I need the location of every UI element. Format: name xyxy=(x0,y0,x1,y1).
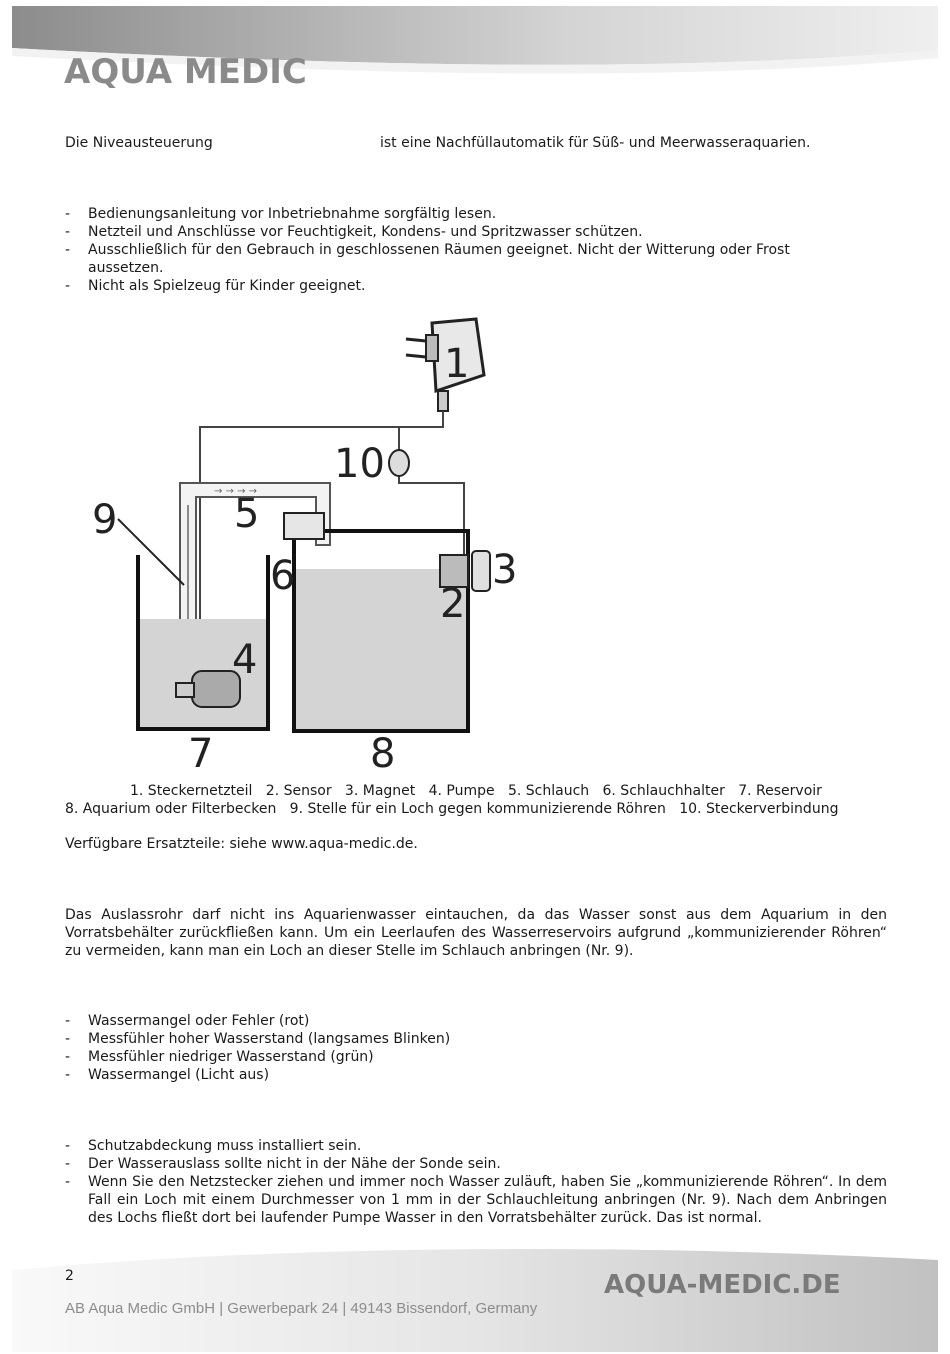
diagram-label-7: 7 xyxy=(188,731,214,775)
list-item: - Wassermangel (Licht aus) xyxy=(65,1066,845,1084)
diagram-label-3: 3 xyxy=(492,547,518,593)
list-item: - Wenn Sie den Netzstecker ziehen und immer noch Wasser zuläuft, haben Sie „kommunizierende Röhren“. In dem Fall ein Loch mit einem Durchmesser von 1 mm in der Schlauchleitung anbringen (Nr. 9). Nach dem Anbringen des Lochs fließt dort bei laufender Pumpe Wasser in den Vorratsbehälter zurück. Das ist normal. xyxy=(65,1173,887,1227)
list-item: - Wassermangel oder Fehler (rot) xyxy=(65,1012,845,1030)
diagram-label-9: 9 xyxy=(92,497,118,543)
status-list xyxy=(65,1012,845,1084)
diagram-label-10: 10 xyxy=(334,441,385,487)
diagram-label-6: 6 xyxy=(270,553,296,599)
diagram-label-5: 5 xyxy=(234,491,260,537)
safety-list xyxy=(65,205,845,295)
diagram-label-4: 4 xyxy=(232,637,258,683)
list-item: - Ausschließlich für den Gebrauch in geschlossenen Räumen geeignet. Nicht der Witterung oder Frost aussetzen. xyxy=(65,241,845,277)
list-item: - Messfühler niedriger Wasserstand (grün) xyxy=(65,1048,845,1066)
intro-left: Die Niveausteuerung xyxy=(65,135,213,151)
svg-text:→ → → →: → → → → xyxy=(214,486,258,497)
plug-connector xyxy=(389,450,409,476)
diagram-label-8: 8 xyxy=(370,731,396,775)
header-logo: AQUA MEDIC xyxy=(64,52,307,92)
list-item: - Schutzabdeckung muss installiert sein. xyxy=(65,1137,887,1155)
notes-list xyxy=(65,1137,887,1227)
list-item: - Messfühler hoher Wasserstand (langsames Blinken) xyxy=(65,1030,845,1048)
spare-parts: Verfügbare Ersatzteile: siehe www.aqua-medic.de. xyxy=(65,836,418,852)
hose-holder xyxy=(284,513,324,539)
legend-line-1: 1. Steckernetzteil 2. Sensor 3. Magnet 4. Pumpe 5. Schlauch 6. Schlauchhalter 7. Reservoir xyxy=(130,783,822,799)
legend-line-2: 8. Aquarium oder Filterbecken 9. Stelle für ein Loch gegen kommunizierende Röhren 10. Steckerverbindung xyxy=(65,801,839,817)
list-item: - Der Wasserauslass sollte nicht in der Nähe der Sonde sein. xyxy=(65,1155,887,1173)
installation-diagram xyxy=(64,305,554,775)
intro-right: ist eine Nachfüllautomatik für Süß- und Meerwasseraquarien. xyxy=(380,135,811,151)
outlet-paragraph: Das Auslassrohr darf nicht ins Aquarienwasser eintauchen, da das Wasser sonst aus dem Aquarium in den Vorratsbehälter zurückfließen kann. Um ein Leerlaufen des Wasserreservoirs aufgrund „kommunizierender Röhren“ zu vermeiden, kann man ein Loch an dieser Stelle im Schlauch anbringen (Nr. 9). xyxy=(65,907,887,959)
diagram-label-2: 2 xyxy=(440,581,466,627)
diagram-label-1: 1 xyxy=(444,341,470,387)
page-number: 2 xyxy=(65,1268,74,1284)
footer-address: AB Aqua Medic GmbH | Gewerbepark 24 | 49143 Bissendorf, Germany xyxy=(65,1300,538,1317)
list-item: - Bedienungsanleitung vor Inbetriebnahme sorgfältig lesen. xyxy=(65,205,845,223)
list-item: - Netzteil und Anschlüsse vor Feuchtigkeit, Kondens- und Spritzwasser schützen. xyxy=(65,223,845,241)
list-item: - Nicht als Spielzeug für Kinder geeignet. xyxy=(65,277,845,295)
footer-logo: AQUA-MEDIC.DE xyxy=(604,1270,841,1300)
